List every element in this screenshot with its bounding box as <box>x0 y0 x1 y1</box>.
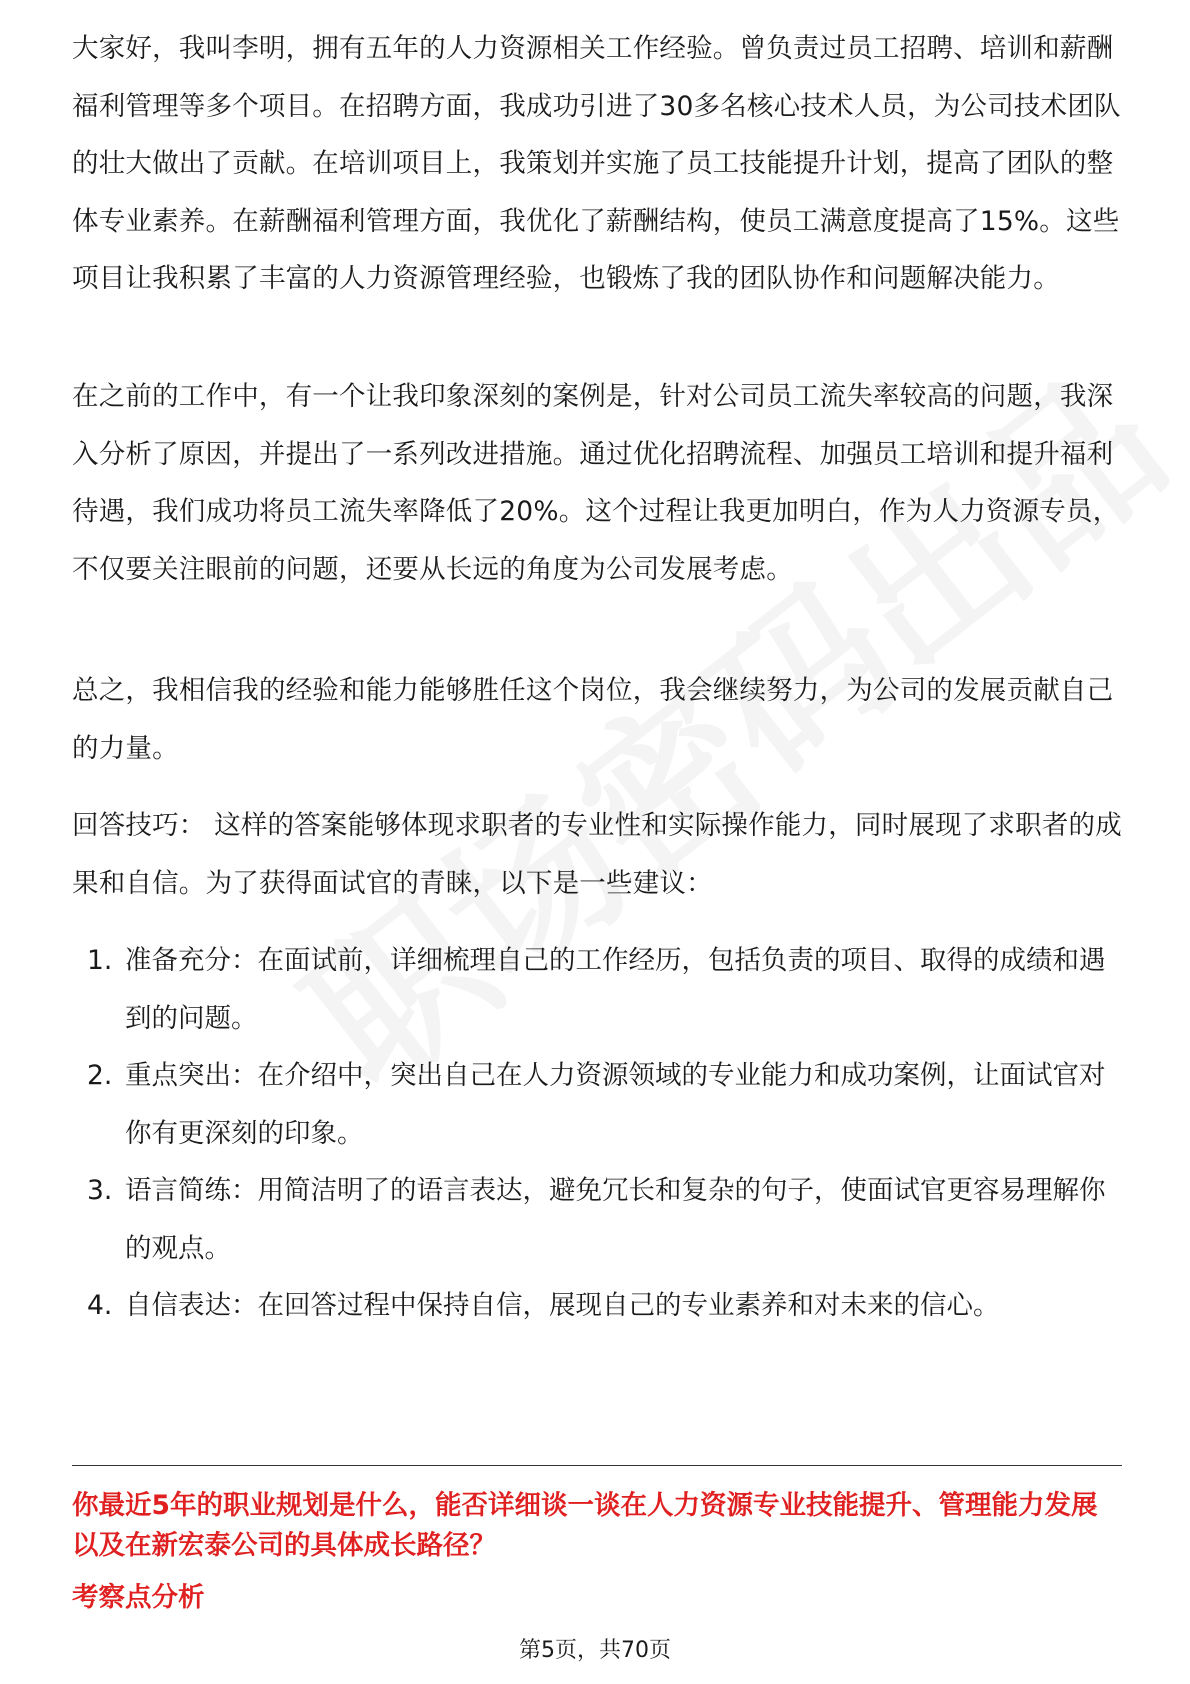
list-item-number: 4. <box>87 1290 113 1321</box>
page-number: 第5页，共70页 <box>519 1638 671 1663</box>
list-item-number: 2. <box>87 1060 113 1091</box>
list-item-text: 语言简练：用简洁明了的语言表达，避免冗长和复杂的句子，使面试官更容易理解你的观点。 <box>125 1175 1106 1264</box>
interview-question: 你最近5年的职业规划是什么，能否详细谈一谈在人力资源专业技能提升、管理能力发展以及在新宏泰公司的具体成长路径？ <box>72 1490 1098 1561</box>
paragraph-experience: 大家好，我叫李明，拥有五年的人力资源相关工作经验。曾负责过员工招聘、培训和薪酬福利管理等多个项目。在招聘方面，我成功引进了30多名核心技术人员，为公司技术团队的壮大做出了贡献。在培训项目上，我策划并实施了员工技能提升计划，提高了团队的整体专业素养。在薪酬福利管理方面，我优化了薪酬结构，使员工满意度提高了15%。这些项目让我积累了丰富的人力资源管理经验，也锻炼了我的团队协作和问题解决能力。 <box>72 33 1121 294</box>
list-item <box>72 932 1122 1047</box>
list-item <box>72 1047 1122 1162</box>
list-item-text: 准备充分：在面试前，详细梳理自己的工作经历，包括负责的项目、取得的成绩和遇到的问题。 <box>125 945 1106 1034</box>
list-item-number: 3. <box>87 1175 113 1206</box>
paragraph-tips: 回答技巧： 这样的答案能够体现求职者的专业性和实际操作能力，同时展现了求职者的成果和自信。为了获得面试官的青睐，以下是一些建议： <box>72 810 1122 899</box>
paragraph-case: 在之前的工作中，有一个让我印象深刻的案例是，针对公司员工流失率较高的问题，我深入分析了原因，并提出了一系列改进措施。通过优化招聘流程、加强员工培训和提升福利待遇，我们成功将员工流失率降低了20%。这个过程让我更加明白，作为人力资源专员，不仅要关注眼前的问题，还要从长远的角度为公司发展考虑。 <box>72 381 1120 585</box>
list-item <box>72 1277 1122 1335</box>
section-heading: 考察点分析 <box>72 1582 205 1613</box>
list-item-number: 1. <box>87 945 113 976</box>
paragraph-conclusion: 总之，我相信我的经验和能力能够胜任这个岗位，我会继续努力，为公司的发展贡献自己的力量。 <box>72 675 1114 764</box>
tips-list <box>72 932 1122 1335</box>
list-item <box>72 1162 1122 1277</box>
section-divider <box>72 1465 1122 1466</box>
list-item-text: 自信表达：在回答过程中保持自信，展现自己的专业素养和对未来的信心。 <box>125 1290 1000 1321</box>
list-item-text: 重点突出：在介绍中，突出自己在人力资源领域的专业能力和成功案例，让面试官对你有更深刻的印象。 <box>125 1060 1106 1149</box>
